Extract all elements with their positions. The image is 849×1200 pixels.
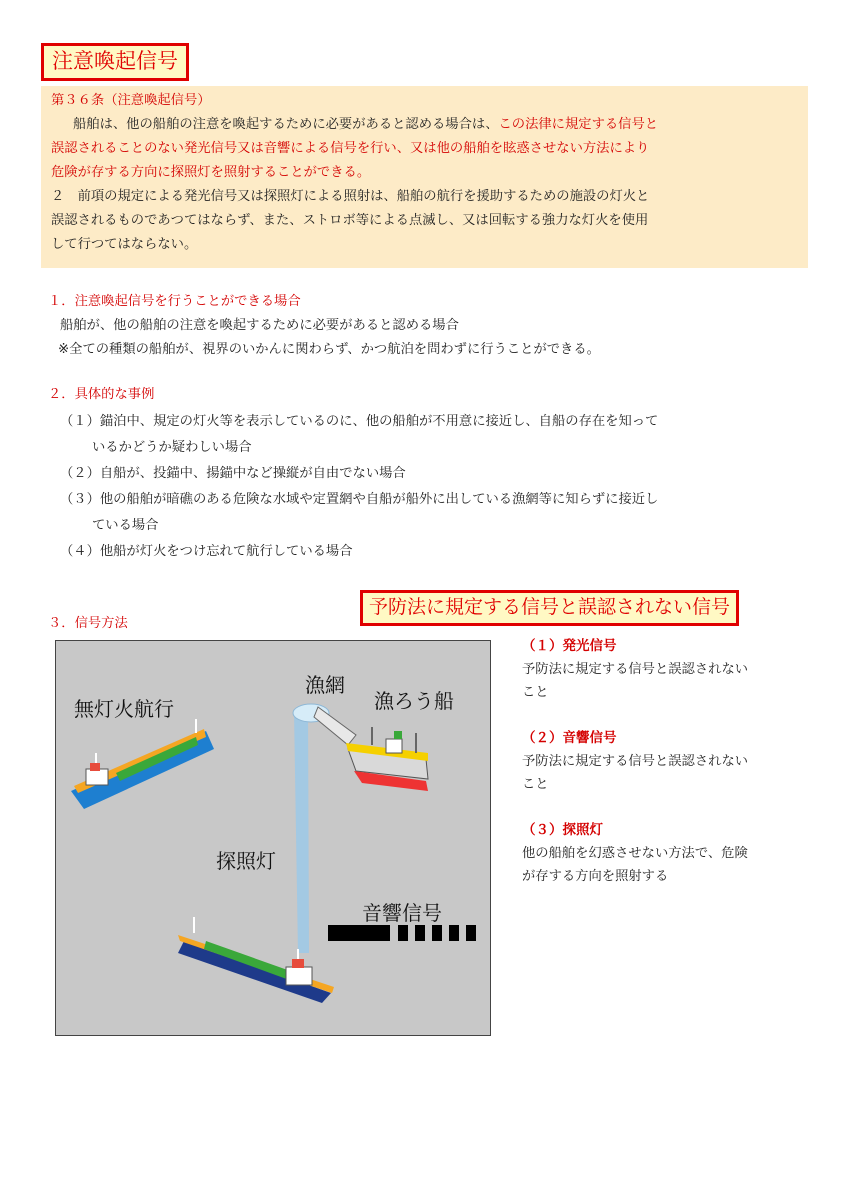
signal-requirement-title: 予防法に規定する信号と誤認されない信号 (360, 590, 739, 626)
signal-item-searchlight (522, 820, 814, 888)
case-item-1-line2: いるかどうか疑わしい場合 (92, 440, 252, 455)
signal-title-light: （１）発光信号 (522, 638, 617, 654)
signal-text-light-2: こと (522, 685, 549, 700)
article-para2-line1: ２ 前項の規定による発光信号又は探照灯による照射は、船舶の航行を援助するための施設の灯火と (51, 189, 650, 204)
signal-item-light (522, 636, 814, 704)
signal-title-sound: （２）音響信号 (522, 730, 617, 746)
article-para1-red-text: この法律に規定する信号と (498, 117, 659, 132)
label-searchlight: 探照灯 (216, 849, 276, 873)
section3-heading: ３．信号方法 (48, 616, 128, 631)
section1-heading: １．注意喚起信号を行うことができる場合 (48, 294, 301, 309)
article-para1-text: 船舶は、他の船舶の注意を喚起するために必要があると認める場合は、 (73, 117, 499, 132)
fishing-boat-icon (346, 727, 428, 791)
article-number: 第３６条 (51, 93, 105, 108)
label-unlit-ship: 無灯火航行 (74, 697, 174, 721)
fishing-net (314, 707, 356, 745)
searchlight-ship-icon (178, 917, 334, 1003)
signal-illustration (55, 640, 491, 1036)
case-item-1-line1: （１）錨泊中、規定の灯火等を表示しているのに、他の船舶が不用意に接近し、自船の存在を知って (60, 414, 659, 429)
case-item-3-line1: （３）他の船舶が暗礁のある危険な水域や定置網や自船が船外に出している漁網等に知らずに接近し (60, 492, 659, 507)
article-para1-line1 (51, 113, 798, 137)
case-item-3-line2: ている場合 (92, 518, 159, 533)
label-sound-signal: 音響信号 (362, 901, 442, 925)
case-item-2-line1: （２）自船が、投錨中、揚錨中など操縦が自由でない場合 (60, 466, 406, 481)
signal-text-sound-1: 予防法に規定する信号と誤認されない (522, 754, 749, 769)
label-fishing-net: 漁網 (305, 673, 345, 697)
unlit-ship-icon (71, 719, 214, 809)
sound-signal-icon (328, 925, 476, 941)
signal-text-searchlight-2: が存する方向を照射する (522, 869, 669, 884)
article-para2-line2: 誤認されるものであつてはならず、また、ストロボ等による点滅し、又は回転する強力な灯火を使用 (51, 213, 649, 228)
article-text-block (41, 86, 808, 268)
case-item-4-line1: （４）他船が灯火をつけ忘れて航行している場合 (60, 544, 353, 559)
article-para1-line2: 誤認されることのない発光信号又は音響による信号を行い、又は他の船舶を眩惑させない方法により (51, 141, 650, 156)
signal-item-sound (522, 728, 814, 796)
section1-line1: 船舶が、他の船舶の注意を喚起するために必要があると認める場合 (60, 318, 459, 333)
searchlight-beam (294, 707, 309, 953)
section1-line2: ※全ての種類の船舶が、視界のいかんに関わらず、かつ航泊を問わずに行うことができる。 (58, 342, 600, 357)
signal-title-searchlight: （３）探照灯 (522, 822, 603, 838)
signal-text-light-1: 予防法に規定する信号と誤認されない (522, 662, 749, 677)
article-para1-line3: 危険が存する方向に探照灯を照射することができる。 (51, 165, 371, 180)
signal-text-sound-2: こと (522, 777, 549, 792)
signal-text-searchlight-1: 他の船舶を幻惑させない方法で、危険 (522, 846, 748, 861)
article-para2-line3: して行つてはならない。 (51, 237, 198, 252)
article-title: （注意喚起信号） (104, 93, 211, 108)
page-title: 注意喚起信号 (41, 43, 189, 81)
article-heading (51, 89, 798, 113)
label-fishing-boat: 漁ろう船 (374, 689, 454, 713)
section2-heading: ２．具体的な事例 (48, 387, 155, 402)
